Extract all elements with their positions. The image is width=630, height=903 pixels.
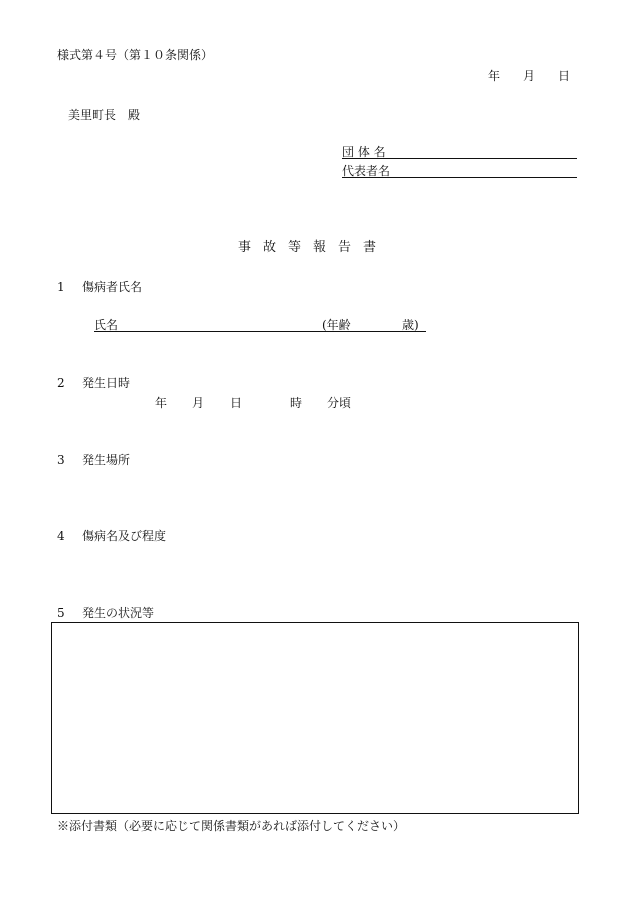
section-2-heading: 発生日時 bbox=[82, 376, 131, 390]
date-day: 日 bbox=[558, 69, 571, 83]
age-open-label: (年齢 bbox=[322, 318, 351, 332]
injured-name-label: 氏名 bbox=[94, 318, 119, 332]
occurrence-hour: 時 bbox=[290, 396, 303, 410]
section-3-number: 3 bbox=[57, 453, 65, 467]
occurrence-minute: 分頃 bbox=[327, 396, 352, 410]
section-4-number: 4 bbox=[57, 529, 65, 543]
addressee: 美里町長 殿 bbox=[68, 108, 141, 122]
occurrence-year: 年 bbox=[155, 396, 168, 410]
section-3-heading: 発生場所 bbox=[82, 453, 131, 467]
occurrence-day: 日 bbox=[230, 396, 243, 410]
section-1-number: 1 bbox=[57, 280, 65, 294]
section-5-heading: 発生の状況等 bbox=[82, 606, 155, 620]
section-5-number: 5 bbox=[57, 606, 65, 620]
date-line bbox=[488, 69, 570, 83]
situation-description-box[interactable] bbox=[51, 622, 579, 814]
section-4-heading: 傷病名及び程度 bbox=[82, 529, 167, 543]
date-month: 月 bbox=[523, 69, 536, 83]
organization-label: 団 体 名 bbox=[342, 145, 386, 159]
document-title: 事故等報告書 bbox=[238, 240, 389, 255]
injured-name-underline bbox=[94, 331, 426, 332]
attachment-footnote: ※添付書類（必要に応じて関係書類があれば添付してください） bbox=[57, 819, 406, 833]
section-1-heading: 傷病者氏名 bbox=[82, 280, 143, 294]
representative-label: 代表者名 bbox=[342, 164, 391, 178]
age-close-label: 歳) bbox=[402, 318, 419, 332]
organization-underline bbox=[342, 158, 577, 159]
section-2-number: 2 bbox=[57, 376, 65, 390]
representative-underline bbox=[342, 177, 577, 178]
form-number: 様式第４号（第１０条関係） bbox=[57, 48, 214, 62]
date-year: 年 bbox=[488, 69, 501, 83]
occurrence-month: 月 bbox=[192, 396, 205, 410]
